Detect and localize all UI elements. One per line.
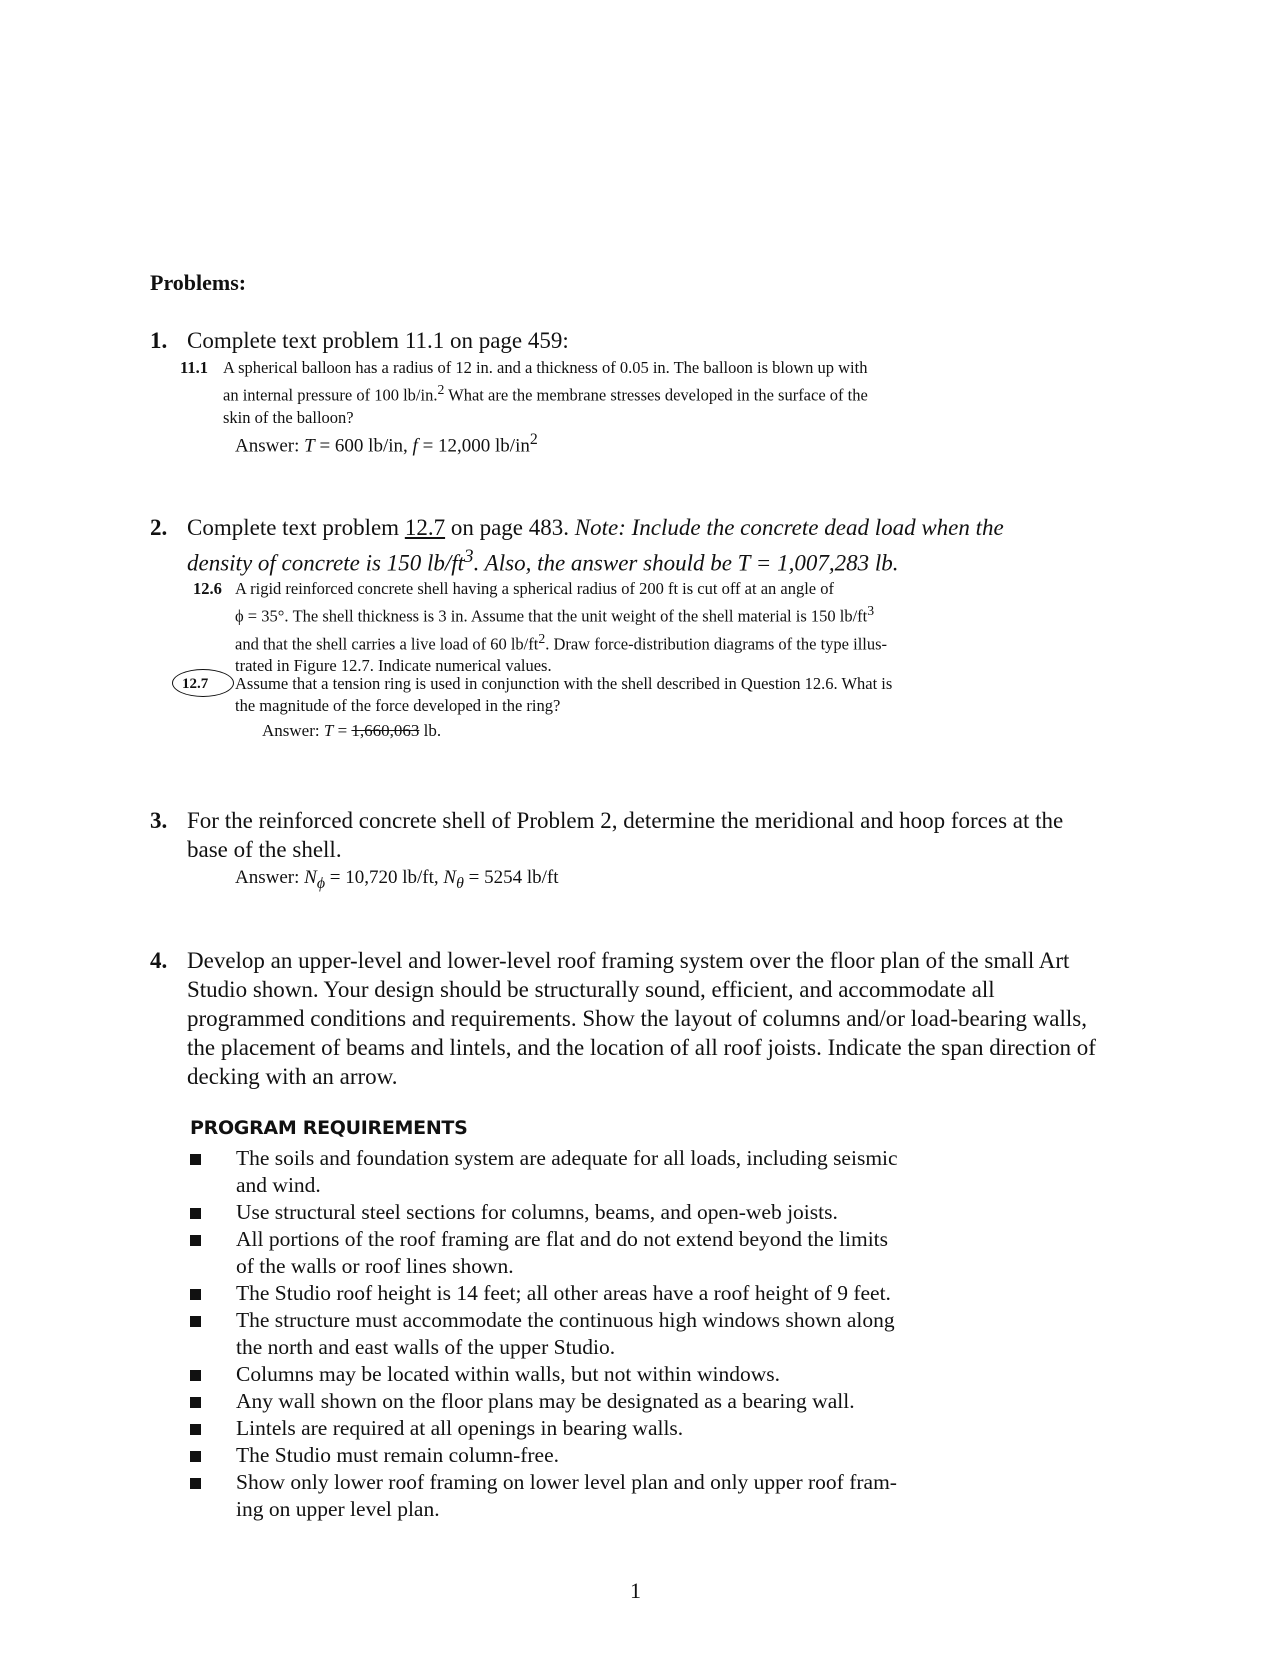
problem-4-line: decking with an arrow. bbox=[187, 1064, 398, 1089]
requirement-item: The structure must accommodate the continuous high windows shown along the north and east walls of the upper Studio. bbox=[188, 1307, 958, 1361]
bullet-square-icon bbox=[190, 1289, 201, 1300]
problem-2 bbox=[150, 513, 1110, 578]
problem-1 bbox=[150, 326, 569, 355]
struck-value: 1,660,063 bbox=[351, 721, 420, 740]
requirements-list bbox=[188, 1145, 958, 1523]
excerpt-line: and that the shell carries a live load of 60 $lb/ft^2$. Draw force-distribution diagrams of the type illus- bbox=[235, 630, 888, 653]
excerpt-line: Assume that a tension ring is used in conjunction with the shell described in Question 12.6. What is bbox=[235, 674, 893, 693]
requirements-title: PROGRAM REQUIREMENTS bbox=[190, 1117, 468, 1139]
page-number: 1 bbox=[630, 1578, 641, 1603]
excerpt-line: ϕ = 35°. The shell thickness is 3 in. Assume that the unit weight of the shell material is 150 $lb/ft^3$ bbox=[235, 603, 875, 626]
problem-2-answer: Answer: T = 1,660,063 lb. bbox=[262, 721, 442, 740]
bullet-square-icon bbox=[190, 1397, 201, 1408]
problem-3-line: For the reinforced concrete shell of Problem 2, determine the meridional and hoop forces at the bbox=[187, 808, 1064, 833]
problem-3-number: 3. bbox=[150, 808, 168, 833]
excerpt-line: A rigid reinforced concrete shell having a spherical radius of 200 ft is cut off at an angle of bbox=[235, 579, 834, 598]
excerpt-line: an internal pressure of 100 lb/in.$^2$ What are the membrane stresses developed in the surface of the bbox=[223, 382, 868, 405]
problem-1-number: 1. bbox=[150, 328, 168, 353]
problem-2-excerpt-2 bbox=[182, 673, 972, 717]
requirement-item: Use structural steel sections for columns, beams, and open-web joists. bbox=[188, 1199, 958, 1226]
requirement-item: Show only lower roof framing on lower level plan and only upper roof fram- ing on upper level plan. bbox=[188, 1469, 958, 1523]
bullet-square-icon bbox=[190, 1154, 201, 1165]
excerpt-line: skin of the balloon? bbox=[223, 407, 354, 427]
excerpt-number: 11.1 bbox=[180, 358, 208, 377]
problem-4 bbox=[150, 946, 1200, 1091]
bullet-square-icon bbox=[190, 1316, 201, 1327]
problem-2-excerpt-1 bbox=[193, 578, 968, 677]
problem-2-note: density of concrete is 150 $lb/ft^3$. Also, the answer should be T = 1,007,283 lb. bbox=[187, 546, 899, 576]
requirement-item: The soils and foundation system are adequate for all loads, including seismic and wind. bbox=[188, 1145, 958, 1199]
bullet-square-icon bbox=[190, 1424, 201, 1435]
problem-4-line: programmed conditions and requirements. Show the layout of columns and/or load-bearing walls, bbox=[187, 1006, 1087, 1031]
problem-4-line: the placement of beams and lintels, and the location of all roof joists. Indicate the span direction of bbox=[187, 1035, 1096, 1060]
problem-3-line: base of the shell. bbox=[187, 837, 342, 862]
excerpt-number: 12.7 bbox=[182, 676, 209, 692]
requirement-item: All portions of the roof framing are flat and do not extend beyond the limits of the walls or roof lines shown. bbox=[188, 1226, 958, 1280]
bullet-square-icon bbox=[190, 1370, 201, 1381]
requirement-item: Lintels are required at all openings in bearing walls. bbox=[188, 1415, 958, 1442]
bullet-square-icon bbox=[190, 1235, 201, 1246]
problem-4-number: 4. bbox=[150, 948, 168, 973]
problem-4-line: Develop an upper-level and lower-level roof framing system over the floor plan of the small Art bbox=[187, 948, 1070, 973]
problem-link: 12.7 bbox=[404, 515, 446, 540]
requirement-item: Any wall shown on the floor plans may be designated as a bearing wall. bbox=[188, 1388, 958, 1415]
problem-2-text: Complete text problem 12.7 on page 483. Note: Include the concrete dead load when the bbox=[187, 515, 1004, 540]
excerpt-number: 12.6 bbox=[193, 579, 222, 598]
excerpt-line: the magnitude of the force developed in the ring? bbox=[235, 696, 561, 715]
problem-3 bbox=[150, 806, 1130, 864]
excerpt-line: A spherical balloon has a radius of 12 in. and a thickness of 0.05 in. The balloon is blown up with bbox=[223, 358, 868, 377]
requirement-item: The Studio roof height is 14 feet; all other areas have a roof height of 9 feet. bbox=[188, 1280, 958, 1307]
bullet-square-icon bbox=[190, 1451, 201, 1462]
problem-1-answer: Answer: T = 600 lb/in, f = 12,000 $lb/in^2$ bbox=[235, 431, 538, 457]
problem-4-line: Studio shown. Your design should be structurally sound, efficient, and accommodate all bbox=[187, 977, 995, 1002]
problem-2-number: 2. bbox=[150, 515, 168, 540]
problem-1-text: Complete text problem 11.1 on page 459: bbox=[187, 328, 569, 353]
requirement-item: Columns may be located within walls, but not within windows. bbox=[188, 1361, 958, 1388]
page-heading: Problems: bbox=[150, 270, 247, 295]
excerpt-line: trated in Figure 12.7. Indicate numerical values. bbox=[235, 656, 552, 675]
bullet-square-icon bbox=[190, 1478, 201, 1489]
bullet-square-icon bbox=[190, 1208, 201, 1219]
problem-3-answer: Answer: $N_\phi = 10,720$ lb/ft, $N_\theta = 5254$ lb/ft bbox=[235, 867, 559, 892]
requirement-item: The Studio must remain column-free. bbox=[188, 1442, 958, 1469]
problem-1-excerpt bbox=[180, 357, 960, 429]
